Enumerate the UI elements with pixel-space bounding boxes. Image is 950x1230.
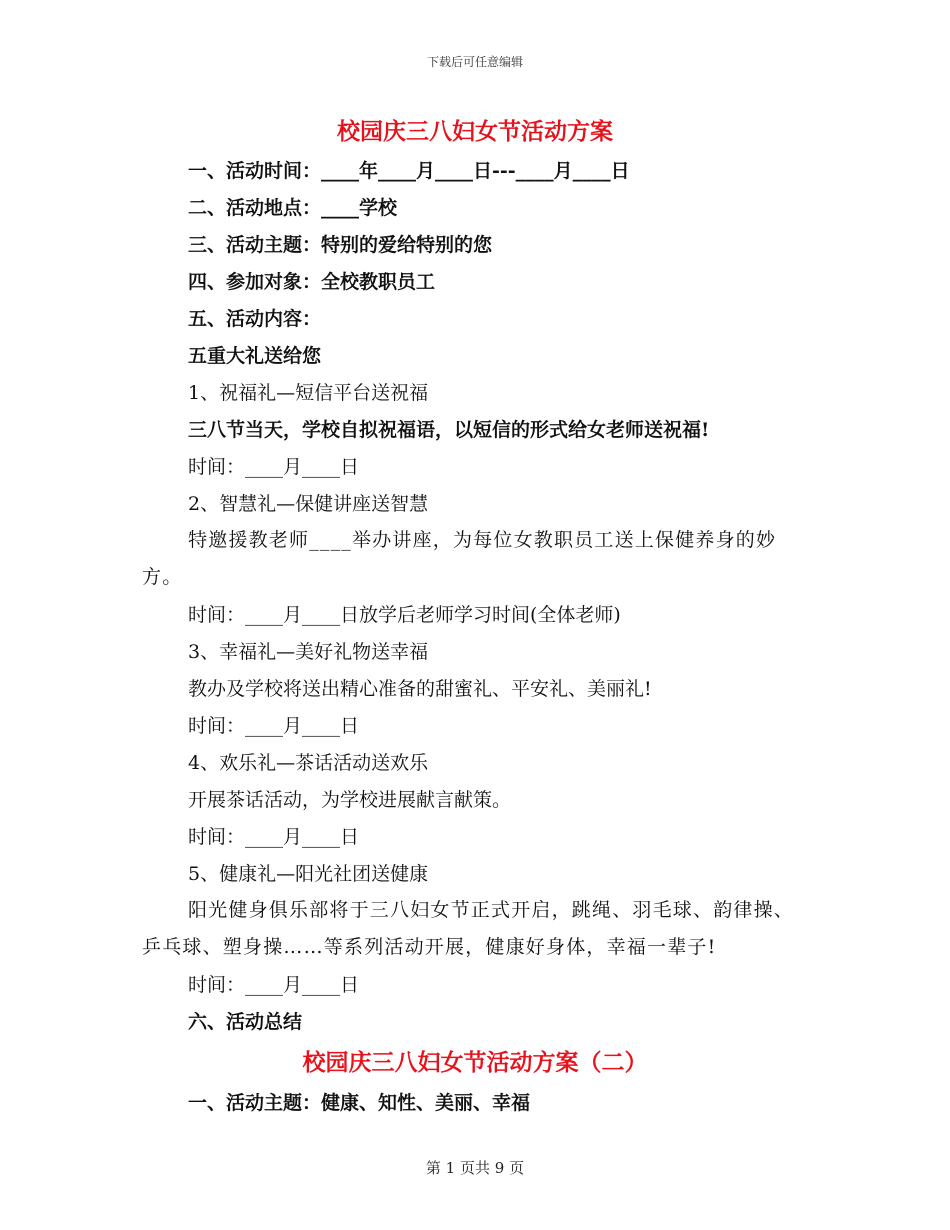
- section-activity-theme: 三、活动主题：特别的爱给特别的您: [188, 234, 493, 256]
- page-header: 下载后可任意编辑: [426, 55, 523, 69]
- gifts-heading: 五重大礼送给您: [188, 345, 322, 367]
- gift-1-title: 1、祝福礼—短信平台送祝福: [188, 382, 429, 404]
- gift-1-time: 时间：____月____日: [188, 456, 360, 478]
- section-activity-content: 五、活动内容：: [188, 308, 322, 330]
- section-participants: 四、参加对象：全校教职员工: [188, 271, 436, 293]
- page-footer: 第 1 页共 9 页: [425, 1159, 525, 1177]
- gift-2-description: 特邀援教老师____举办讲座，为每位女教职员工送上保健养身的妙方。: [142, 529, 777, 588]
- gift-2-time: 时间：____月____日放学后老师学习时间(全体老师): [188, 604, 621, 626]
- gift-5-time: 时间：____月____日: [188, 974, 360, 996]
- gift-5-description: 阳光健身俱乐部将于三八妇女节正式开启，跳绳、羽毛球、韵律操、乒乓球、塑身操……等系列活动开展，健康好身体，幸福一辈子!: [142, 899, 795, 958]
- gift-3-title: 3、幸福礼—美好礼物送幸福: [188, 641, 429, 663]
- section-summary: 六、活动总结: [188, 1011, 303, 1033]
- section-activity-time: 一、活动时间：____年____月____日---____月____日: [188, 160, 630, 182]
- gift-4-time: 时间：____月____日: [188, 826, 360, 848]
- gift-4-title: 4、欢乐礼—茶话活动送欢乐: [188, 752, 429, 774]
- gift-4-description: 开展茶话活动，为学校进展献言献策。: [188, 789, 512, 811]
- section-activity-location: 二、活动地点：____学校: [188, 197, 398, 219]
- document-title-2: 校园庆三八妇女节活动方案（二）: [302, 1049, 648, 1076]
- document-title: 校园庆三八妇女节活动方案: [337, 118, 613, 145]
- gift-3-description: 教办及学校将送出精心准备的甜蜜礼、平安礼、美丽礼!: [188, 678, 652, 700]
- gift-2-title: 2、智慧礼—保健讲座送智慧: [188, 493, 429, 515]
- gift-1-description: 三八节当天，学校自拟祝福语，以短信的形式给女老师送祝福!: [188, 419, 710, 441]
- part2-section-theme: 一、活动主题：健康、知性、美丽、幸福: [188, 1092, 531, 1114]
- gift-5-title: 5、健康礼—阳光社团送健康: [188, 863, 429, 885]
- gift-3-time: 时间：____月____日: [188, 715, 360, 737]
